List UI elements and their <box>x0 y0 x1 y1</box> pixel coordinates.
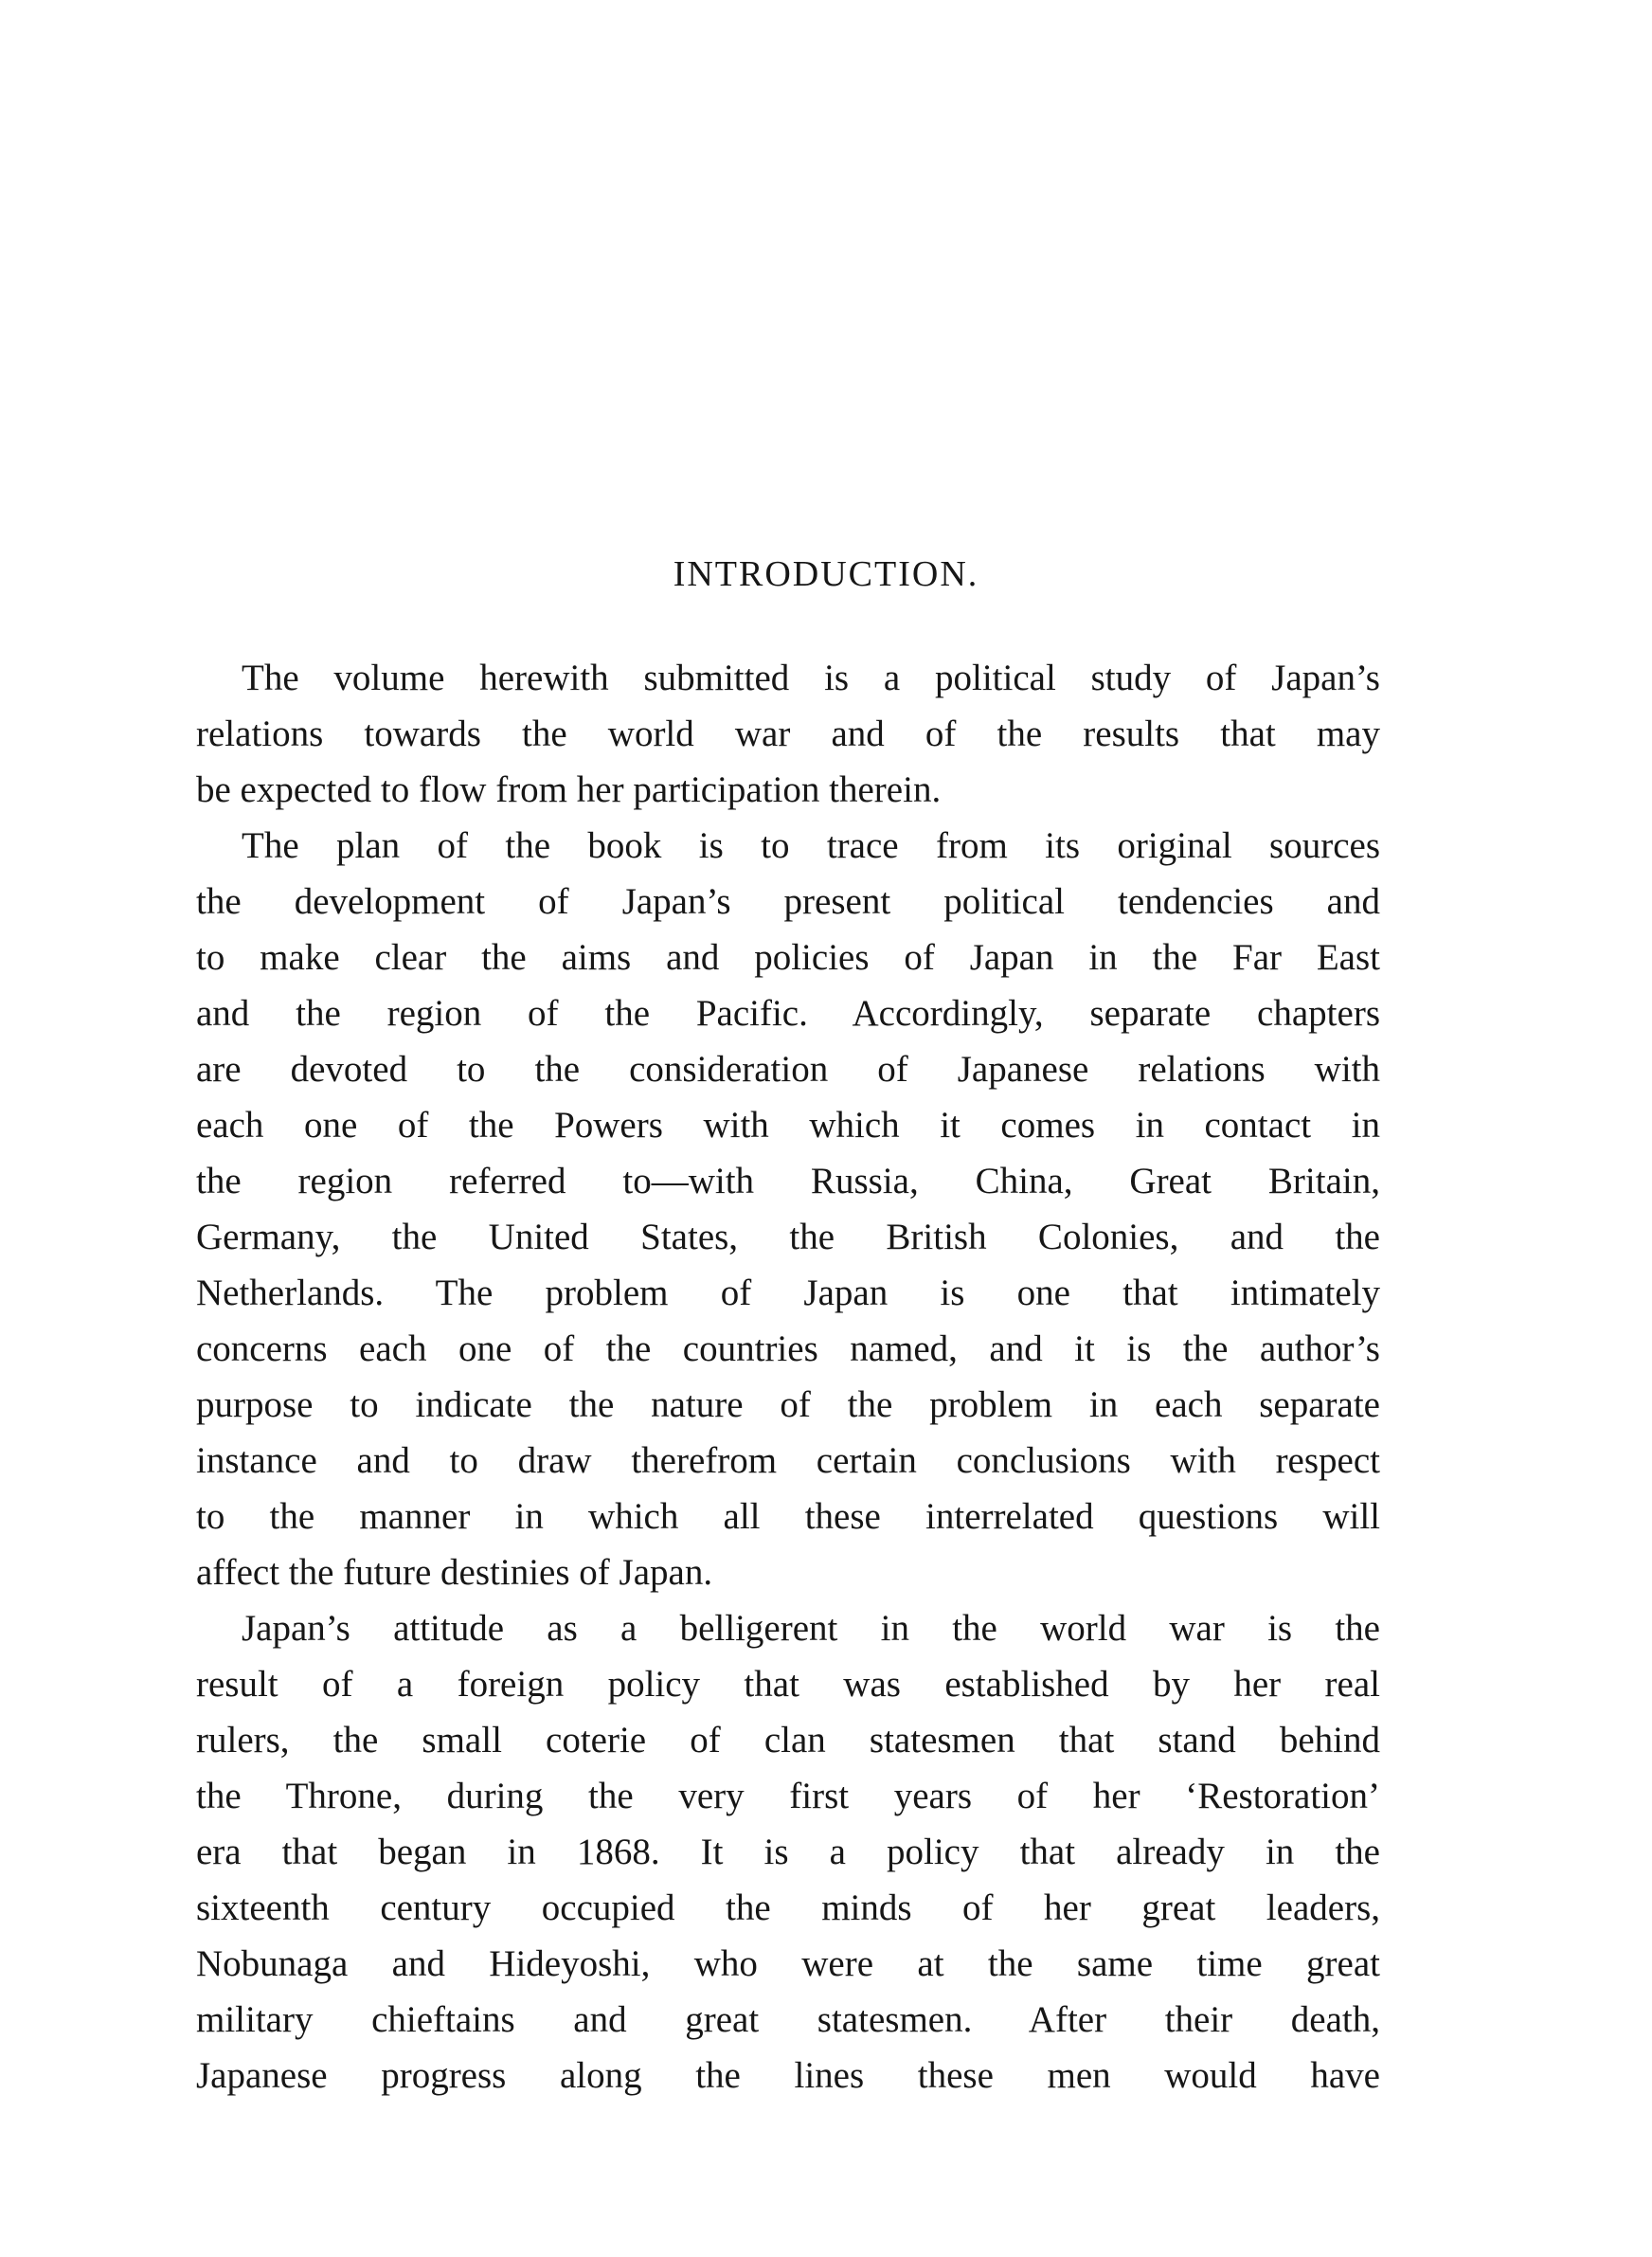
text-line: The plan of the book is to trace from its original sources <box>242 825 1380 866</box>
text-line: are devoted to the consideration of Japanese relations with <box>196 1049 1380 1090</box>
text-line: and the region of the Pacific. Accordingly, separate chapters <box>196 993 1380 1034</box>
text-line: be expected to flow from her participation therein. <box>196 769 942 810</box>
text-line: Netherlands. The problem of Japan is one that intimately <box>196 1273 1380 1313</box>
text-line: Japan’s attitude as a belligerent in the world war is the <box>242 1608 1380 1649</box>
text-line: military chieftains and great statesmen. After their death, <box>196 1999 1380 2040</box>
page-title: INTRODUCTION. <box>673 554 979 594</box>
text-line: rulers, the small coterie of clan statesmen that stand behind <box>196 1720 1380 1760</box>
text-line: the Throne, during the very first years of her ‘Restoration’ <box>196 1776 1380 1816</box>
text-line: result of a foreign policy that was established by her real <box>196 1664 1380 1705</box>
text-line: era that began in 1868. It is a policy that already in the <box>196 1832 1380 1872</box>
text-line: the region referred to—with Russia, China, Great Britain, <box>196 1161 1380 1201</box>
body-text <box>196 650 1380 2104</box>
text-line: each one of the Powers with which it comes in contact in <box>196 1105 1380 1146</box>
text-line: sixteenth century occupied the minds of her great leaders, <box>196 1887 1380 1928</box>
text-line: relations towards the world war and of the results that may <box>196 713 1380 754</box>
text-line: to the manner in which all these interrelated questions will <box>196 1496 1380 1537</box>
text-line: Japanese progress along the lines these men would have <box>196 2055 1380 2096</box>
text-line: Nobunaga and Hideyoshi, who were at the same time great <box>196 1943 1380 1984</box>
text-line: Germany, the United States, the British Colonies, and the <box>196 1217 1380 1257</box>
text-line: to make clear the aims and policies of Japan in the Far East <box>196 937 1380 978</box>
text-line: affect the future destinies of Japan. <box>196 1552 713 1593</box>
text-line: instance and to draw therefrom certain conclusions with respect <box>196 1440 1380 1481</box>
text-line: purpose to indicate the nature of the problem in each separate <box>196 1384 1380 1425</box>
text-line: the development of Japan’s present political tendencies and <box>196 881 1380 922</box>
text-line: concerns each one of the countries named, and it is the author’s <box>196 1328 1380 1369</box>
text-line: The volume herewith submitted is a political study of Japan’s <box>242 658 1380 698</box>
